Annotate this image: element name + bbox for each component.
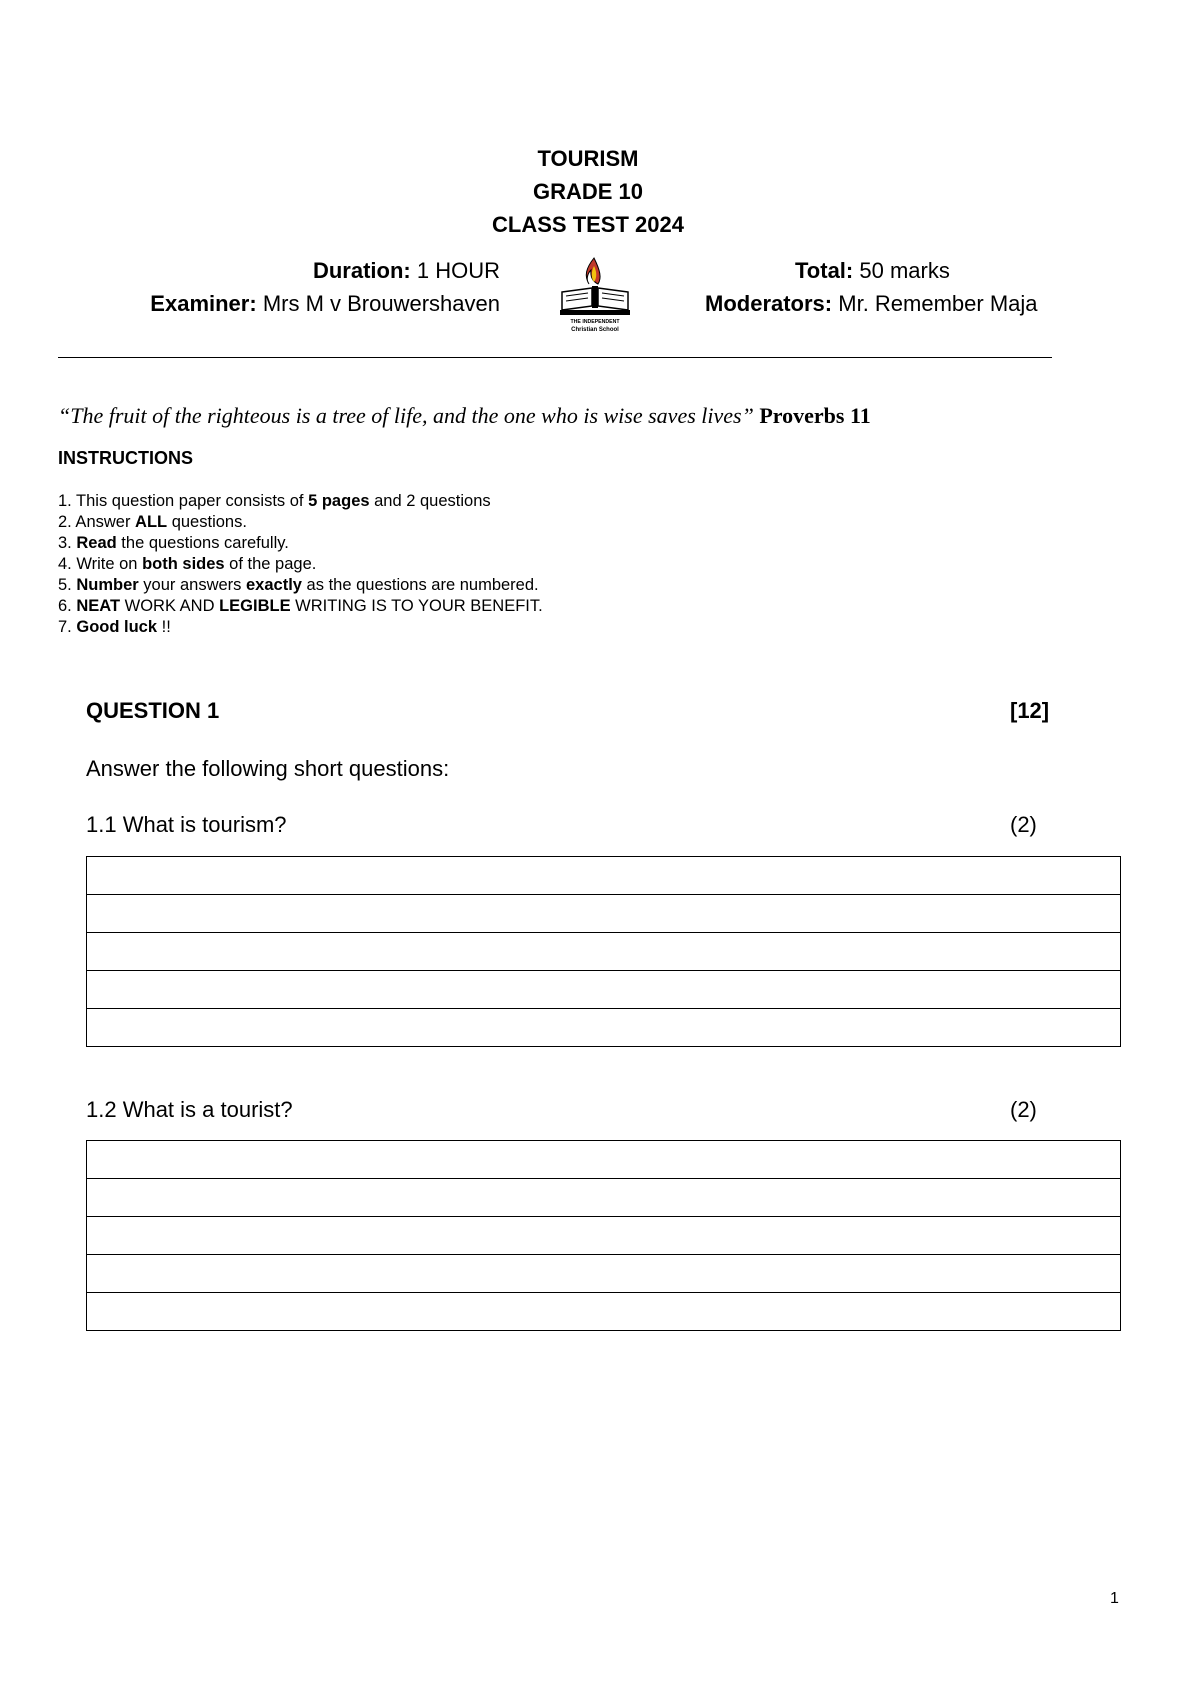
answer-line[interactable] bbox=[87, 933, 1121, 971]
sub-question-1-1-marks: (2) bbox=[1010, 812, 1037, 837]
total-row bbox=[705, 254, 1038, 287]
school-logo-icon bbox=[556, 254, 634, 334]
instruction-item: 5. Number your answers exactly as the questions are numbered. bbox=[58, 576, 539, 594]
moderators-label: Moderators: bbox=[705, 291, 833, 316]
answer-line[interactable] bbox=[87, 1009, 1121, 1047]
answer-line[interactable] bbox=[87, 1293, 1121, 1331]
total-label: Total: bbox=[795, 258, 854, 283]
meta-left bbox=[150, 254, 500, 320]
duration-label: Duration: bbox=[312, 258, 411, 283]
answer-line[interactable] bbox=[87, 895, 1121, 933]
answer-line[interactable] bbox=[87, 1255, 1121, 1293]
answer-lines-1-1 bbox=[86, 856, 1121, 1047]
sub-question-1-2-marks: (2) bbox=[1010, 1097, 1037, 1122]
instruction-item: 6. NEAT WORK AND LEGIBLE WRITING IS TO YOUR BENEFIT. bbox=[58, 597, 543, 615]
question-1-total: [12] bbox=[1010, 698, 1050, 723]
duration-row bbox=[150, 254, 500, 287]
test-title: CLASS TEST 2024 bbox=[492, 212, 684, 237]
meta-right bbox=[705, 254, 1038, 320]
sub-question-1-1: 1.1 What is tourism? bbox=[86, 812, 287, 837]
duration-value: 1 HOUR bbox=[416, 258, 500, 283]
total-value: 50 marks bbox=[859, 258, 950, 283]
question-1-heading: QUESTION 1 bbox=[86, 698, 220, 723]
sub-question-1-2: 1.2 What is a tourist? bbox=[86, 1097, 293, 1122]
proverb-reference: Proverbs 11 bbox=[759, 403, 871, 428]
examiner-row bbox=[150, 287, 500, 320]
answer-lines-1-2 bbox=[86, 1140, 1121, 1331]
title-block bbox=[0, 142, 1176, 241]
subject-title: TOURISM bbox=[537, 146, 639, 171]
instruction-item: 4. Write on both sides of the page. bbox=[58, 555, 317, 573]
instruction-item: 2. Answer ALL questions. bbox=[58, 513, 247, 531]
page-number: 1 bbox=[1110, 1590, 1119, 1607]
header-divider bbox=[58, 357, 1052, 358]
answer-line[interactable] bbox=[87, 857, 1121, 895]
logo-line-1: THE INDEPENDENT bbox=[570, 319, 620, 325]
answer-line[interactable] bbox=[87, 1217, 1121, 1255]
proverb bbox=[58, 403, 871, 429]
proverb-quote: “The fruit of the righteous is a tree of life, and the one who is wise saves lives” bbox=[58, 403, 754, 428]
instruction-item: 1. This question paper consists of 5 pages and 2 questions bbox=[58, 492, 491, 510]
examiner-label: Examiner: bbox=[150, 291, 257, 316]
moderators-value: Mr. Remember Maja bbox=[838, 291, 1038, 316]
logo-line-2: Christian School bbox=[571, 327, 619, 333]
question-1-intro: Answer the following short questions: bbox=[86, 756, 450, 781]
instructions-heading: INSTRUCTIONS bbox=[58, 448, 193, 468]
answer-line[interactable] bbox=[87, 1141, 1121, 1179]
instruction-item: 3. Read the questions carefully. bbox=[58, 534, 289, 552]
instruction-item: 7. Good luck !! bbox=[58, 618, 171, 636]
instructions-list bbox=[58, 491, 543, 638]
answer-line[interactable] bbox=[87, 971, 1121, 1009]
examiner-value: Mrs M v Brouwershaven bbox=[262, 291, 500, 316]
moderators-row bbox=[705, 287, 1038, 320]
grade-title: GRADE 10 bbox=[532, 179, 644, 204]
answer-line[interactable] bbox=[87, 1179, 1121, 1217]
